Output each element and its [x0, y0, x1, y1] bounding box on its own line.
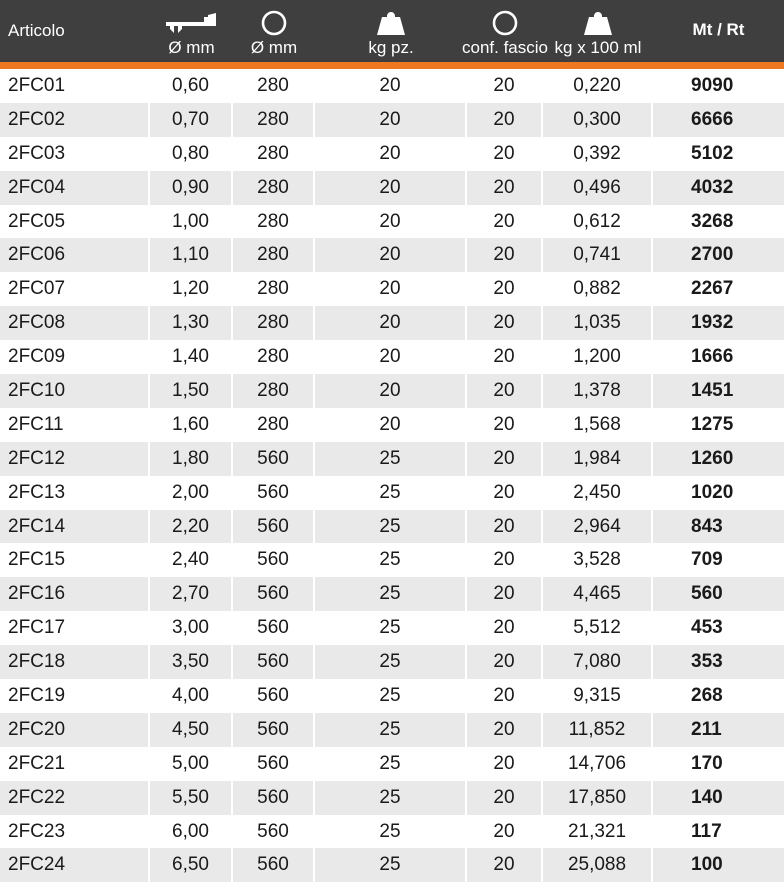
cell-mt-rt: 1020 — [691, 481, 734, 503]
cell-kg-pz: 20 — [315, 171, 467, 205]
cell-mt-rt: 453 — [691, 617, 723, 639]
header-conf-fascio — [462, 0, 548, 62]
header-coil-diameter — [233, 0, 315, 62]
cell-mt-rt: 268 — [691, 684, 723, 706]
table-row — [0, 848, 784, 882]
cell-articolo: 2FC11 — [0, 408, 150, 442]
cell-kg-pz: 25 — [315, 476, 467, 510]
cell-coil-diameter: 280 — [233, 137, 315, 171]
cell-wire-diameter: 2,40 — [150, 543, 233, 577]
table-header — [0, 0, 784, 62]
cell-kg-100ml: 2,450 — [543, 476, 653, 510]
cell-articolo: 2FC03 — [0, 137, 150, 171]
cell-conf-fascio: 20 — [467, 577, 543, 611]
cell-kg-pz: 25 — [315, 611, 467, 645]
cell-wire-diameter: 5,50 — [150, 781, 233, 815]
cell-mt-rt: 9090 — [691, 74, 734, 96]
cell-coil-diameter: 560 — [233, 476, 315, 510]
table-row — [0, 543, 784, 577]
header-articolo — [0, 0, 150, 62]
cell-kg-pz: 25 — [315, 815, 467, 849]
table-row — [0, 577, 784, 611]
cell-kg-pz: 20 — [315, 103, 467, 137]
cell-kg-100ml: 0,612 — [543, 205, 653, 239]
cell-wire-diameter: 1,50 — [150, 374, 233, 408]
cell-kg-100ml: 7,080 — [543, 645, 653, 679]
cell-coil-diameter: 560 — [233, 781, 315, 815]
cell-wire-diameter: 4,00 — [150, 679, 233, 713]
cell-wire-diameter: 1,30 — [150, 306, 233, 340]
cell-kg-100ml: 3,528 — [543, 543, 653, 577]
cell-mt-rt: 2267 — [691, 278, 734, 300]
cell-kg-100ml: 0,392 — [543, 137, 653, 171]
header-wire-diameter — [150, 0, 233, 62]
cell-coil-diameter: 280 — [233, 272, 315, 306]
cell-articolo: 2FC17 — [0, 611, 150, 645]
cell-kg-100ml: 0,882 — [543, 272, 653, 306]
cell-kg-100ml: 1,984 — [543, 442, 653, 476]
cell-kg-pz: 20 — [315, 408, 467, 442]
cell-conf-fascio: 20 — [467, 848, 543, 882]
cell-kg-100ml: 0,300 — [543, 103, 653, 137]
cell-articolo: 2FC20 — [0, 713, 150, 747]
cell-coil-diameter: 280 — [233, 306, 315, 340]
cell-coil-diameter: 280 — [233, 408, 315, 442]
table-row — [0, 747, 784, 781]
cell-articolo: 2FC12 — [0, 442, 150, 476]
cell-articolo: 2FC14 — [0, 510, 150, 544]
ring-icon — [491, 10, 519, 36]
cell-kg-100ml: 0,496 — [543, 171, 653, 205]
table-row — [0, 374, 784, 408]
cell-coil-diameter: 280 — [233, 69, 315, 103]
cell-coil-diameter: 280 — [233, 205, 315, 239]
cell-kg-100ml: 17,850 — [543, 781, 653, 815]
cell-coil-diameter: 560 — [233, 713, 315, 747]
cell-mt-rt: 100 — [691, 854, 723, 876]
weight-icon — [376, 10, 406, 36]
cell-kg-100ml: 0,220 — [543, 69, 653, 103]
cell-kg-pz: 20 — [315, 137, 467, 171]
cell-articolo: 2FC10 — [0, 374, 150, 408]
cell-coil-diameter: 560 — [233, 510, 315, 544]
cell-kg-100ml: 11,852 — [543, 713, 653, 747]
cell-articolo: 2FC22 — [0, 781, 150, 815]
cell-mt-rt: 560 — [691, 583, 723, 605]
cell-kg-pz: 25 — [315, 645, 467, 679]
cell-articolo: 2FC18 — [0, 645, 150, 679]
cell-articolo: 2FC05 — [0, 205, 150, 239]
cell-coil-diameter: 560 — [233, 543, 315, 577]
cell-wire-diameter: 0,80 — [150, 137, 233, 171]
cell-kg-100ml: 1,568 — [543, 408, 653, 442]
cell-wire-diameter: 6,00 — [150, 815, 233, 849]
cell-conf-fascio: 20 — [467, 238, 543, 272]
cell-kg-pz: 25 — [315, 747, 467, 781]
cell-kg-pz: 25 — [315, 848, 467, 882]
cell-conf-fascio: 20 — [467, 510, 543, 544]
cell-kg-100ml: 2,964 — [543, 510, 653, 544]
weight-icon — [583, 10, 613, 36]
cell-articolo: 2FC21 — [0, 747, 150, 781]
cell-coil-diameter: 280 — [233, 340, 315, 374]
cell-conf-fascio: 20 — [467, 713, 543, 747]
header-accent-line — [0, 62, 784, 69]
table-row — [0, 645, 784, 679]
cell-articolo: 2FC08 — [0, 306, 150, 340]
cell-wire-diameter: 0,60 — [150, 69, 233, 103]
table-row — [0, 679, 784, 713]
cell-conf-fascio: 20 — [467, 205, 543, 239]
cell-kg-pz: 20 — [315, 340, 467, 374]
cell-conf-fascio: 20 — [467, 306, 543, 340]
cell-articolo: 2FC06 — [0, 238, 150, 272]
cell-coil-diameter: 280 — [233, 171, 315, 205]
cell-conf-fascio: 20 — [467, 340, 543, 374]
cell-conf-fascio: 20 — [467, 137, 543, 171]
cell-wire-diameter: 4,50 — [150, 713, 233, 747]
header-kg-100ml — [543, 0, 653, 62]
cell-conf-fascio: 20 — [467, 543, 543, 577]
cell-articolo: 2FC09 — [0, 340, 150, 374]
header-kg-100ml-label: kg x 100 ml — [554, 38, 642, 57]
cell-conf-fascio: 20 — [467, 781, 543, 815]
cell-articolo: 2FC02 — [0, 103, 150, 137]
cell-coil-diameter: 560 — [233, 848, 315, 882]
table-row — [0, 238, 784, 272]
cell-articolo: 2FC15 — [0, 543, 150, 577]
table-row — [0, 306, 784, 340]
table-row — [0, 340, 784, 374]
cell-kg-pz: 20 — [315, 238, 467, 272]
header-coil-diameter-label: Ø mm — [250, 38, 298, 57]
cell-mt-rt: 1260 — [691, 447, 734, 469]
cell-kg-100ml: 21,321 — [543, 815, 653, 849]
cell-coil-diameter: 560 — [233, 747, 315, 781]
cell-wire-diameter: 2,20 — [150, 510, 233, 544]
cell-articolo: 2FC16 — [0, 577, 150, 611]
cell-kg-pz: 25 — [315, 510, 467, 544]
cell-kg-100ml: 1,035 — [543, 306, 653, 340]
cell-kg-pz: 25 — [315, 679, 467, 713]
cell-kg-100ml: 5,512 — [543, 611, 653, 645]
cell-wire-diameter: 2,70 — [150, 577, 233, 611]
ring-icon — [260, 10, 288, 36]
table-row — [0, 103, 784, 137]
cell-articolo: 2FC23 — [0, 815, 150, 849]
table-row — [0, 272, 784, 306]
cell-mt-rt: 3268 — [691, 210, 734, 232]
cell-kg-pz: 20 — [315, 374, 467, 408]
cell-conf-fascio: 20 — [467, 747, 543, 781]
table-row — [0, 781, 784, 815]
cell-articolo: 2FC19 — [0, 679, 150, 713]
cell-kg-pz: 20 — [315, 69, 467, 103]
cell-wire-diameter: 5,00 — [150, 747, 233, 781]
cell-conf-fascio: 20 — [467, 69, 543, 103]
cell-kg-pz: 25 — [315, 543, 467, 577]
cell-coil-diameter: 560 — [233, 611, 315, 645]
cell-kg-100ml: 14,706 — [543, 747, 653, 781]
cell-coil-diameter: 280 — [233, 238, 315, 272]
cell-articolo: 2FC07 — [0, 272, 150, 306]
header-mt-rt-label: Mt / Rt — [692, 20, 745, 39]
cell-mt-rt: 2700 — [691, 244, 734, 266]
cell-kg-100ml: 1,200 — [543, 340, 653, 374]
cell-kg-pz: 20 — [315, 205, 467, 239]
cell-mt-rt: 843 — [691, 515, 723, 537]
table-row — [0, 408, 784, 442]
cell-mt-rt: 1666 — [691, 346, 734, 368]
cell-mt-rt: 170 — [691, 752, 723, 774]
table-row — [0, 815, 784, 849]
cell-articolo: 2FC13 — [0, 476, 150, 510]
cell-kg-pz: 25 — [315, 577, 467, 611]
cell-kg-100ml: 4,465 — [543, 577, 653, 611]
cell-mt-rt: 211 — [691, 718, 722, 740]
cell-conf-fascio: 20 — [467, 374, 543, 408]
cell-wire-diameter: 1,10 — [150, 238, 233, 272]
cell-wire-diameter: 2,00 — [150, 476, 233, 510]
cell-kg-100ml: 9,315 — [543, 679, 653, 713]
header-mt-rt — [653, 0, 784, 62]
cell-wire-diameter: 6,50 — [150, 848, 233, 882]
cell-kg-pz: 20 — [315, 272, 467, 306]
cell-wire-diameter: 3,50 — [150, 645, 233, 679]
header-conf-fascio-label: conf. fascio — [462, 38, 548, 57]
cell-wire-diameter: 0,70 — [150, 103, 233, 137]
cell-conf-fascio: 20 — [467, 442, 543, 476]
cell-mt-rt: 6666 — [691, 108, 734, 130]
cell-conf-fascio: 20 — [467, 103, 543, 137]
cell-coil-diameter: 560 — [233, 645, 315, 679]
cell-coil-diameter: 560 — [233, 815, 315, 849]
cell-wire-diameter: 0,90 — [150, 171, 233, 205]
header-kg-pz-label: kg pz. — [368, 38, 414, 57]
cell-mt-rt: 1932 — [691, 312, 734, 334]
cell-conf-fascio: 20 — [467, 171, 543, 205]
cell-kg-pz: 25 — [315, 781, 467, 815]
cell-kg-pz: 25 — [315, 442, 467, 476]
caliper-icon — [164, 10, 220, 36]
cell-coil-diameter: 560 — [233, 442, 315, 476]
table-row — [0, 137, 784, 171]
table-row — [0, 476, 784, 510]
cell-kg-100ml: 1,378 — [543, 374, 653, 408]
cell-articolo: 2FC24 — [0, 848, 150, 882]
cell-wire-diameter: 1,00 — [150, 205, 233, 239]
cell-wire-diameter: 1,20 — [150, 272, 233, 306]
cell-wire-diameter: 1,40 — [150, 340, 233, 374]
cell-mt-rt: 1275 — [691, 413, 734, 435]
header-kg-pz — [315, 0, 467, 62]
cell-conf-fascio: 20 — [467, 611, 543, 645]
cell-conf-fascio: 20 — [467, 476, 543, 510]
cell-kg-pz: 25 — [315, 713, 467, 747]
cell-wire-diameter: 3,00 — [150, 611, 233, 645]
cell-wire-diameter: 1,60 — [150, 408, 233, 442]
cell-articolo: 2FC04 — [0, 171, 150, 205]
cell-coil-diameter: 560 — [233, 577, 315, 611]
cell-conf-fascio: 20 — [467, 408, 543, 442]
table-row — [0, 510, 784, 544]
cell-mt-rt: 140 — [691, 786, 723, 808]
cell-wire-diameter: 1,80 — [150, 442, 233, 476]
cell-mt-rt: 353 — [691, 651, 723, 673]
header-articolo-label: Articolo — [8, 21, 65, 40]
cell-coil-diameter: 560 — [233, 679, 315, 713]
cell-mt-rt: 117 — [691, 820, 722, 842]
cell-coil-diameter: 280 — [233, 374, 315, 408]
table-row — [0, 442, 784, 476]
cell-mt-rt: 1451 — [691, 379, 734, 401]
cell-kg-100ml: 0,741 — [543, 238, 653, 272]
cell-conf-fascio: 20 — [467, 815, 543, 849]
cell-mt-rt: 4032 — [691, 176, 734, 198]
cell-mt-rt: 5102 — [691, 142, 734, 164]
cell-mt-rt: 709 — [691, 549, 723, 571]
table-row — [0, 205, 784, 239]
table-row — [0, 171, 784, 205]
cell-conf-fascio: 20 — [467, 645, 543, 679]
table-row — [0, 611, 784, 645]
cell-coil-diameter: 280 — [233, 103, 315, 137]
cell-kg-pz: 20 — [315, 306, 467, 340]
cell-articolo: 2FC01 — [0, 69, 150, 103]
table-row — [0, 713, 784, 747]
cell-conf-fascio: 20 — [467, 272, 543, 306]
table-row — [0, 69, 784, 103]
header-wire-diameter-label: Ø mm — [168, 38, 215, 57]
cell-conf-fascio: 20 — [467, 679, 543, 713]
table-body — [0, 69, 784, 882]
cell-kg-100ml: 25,088 — [543, 848, 653, 882]
